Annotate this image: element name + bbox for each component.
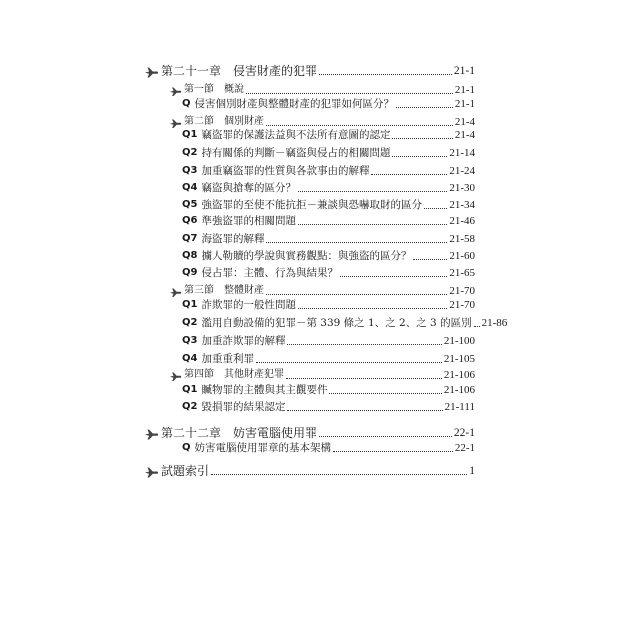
toc-entry-page-number: 21-70 bbox=[449, 285, 475, 297]
question-number: Q bbox=[182, 442, 191, 453]
toc-entry-section[interactable] bbox=[170, 368, 475, 382]
toc-entry-question[interactable] bbox=[182, 400, 475, 414]
toc-entry-page-number: 21-4 bbox=[454, 129, 475, 141]
toc-entry-page-number: 21-106 bbox=[443, 384, 475, 396]
toc-entry-page-number: 21-1 bbox=[454, 84, 475, 96]
dot-leader bbox=[392, 138, 452, 139]
question-number: Q1 bbox=[182, 299, 198, 310]
airplane-icon bbox=[170, 87, 182, 97]
dot-leader bbox=[371, 174, 447, 175]
toc-entry-title: 第一節 概說 bbox=[184, 84, 244, 95]
toc-entry-title: 持有關係的判斷－竊盜與侵占的相關問題 bbox=[201, 147, 391, 159]
toc-entry-title: 試題索引 bbox=[161, 464, 210, 478]
question-number: Q2 bbox=[182, 317, 198, 328]
toc-entry-question[interactable] bbox=[182, 334, 475, 348]
question-number: Q5 bbox=[182, 199, 198, 210]
toc-entry-title: 第二十二章 妨害電腦使用罪 bbox=[161, 426, 318, 440]
toc-entry-question[interactable] bbox=[182, 441, 475, 455]
toc-entry-page-number: 21-65 bbox=[449, 267, 475, 279]
toc-entry-question[interactable] bbox=[182, 181, 475, 195]
dot-leader bbox=[329, 393, 441, 394]
dot-leader bbox=[266, 125, 453, 126]
dot-leader bbox=[266, 242, 447, 243]
toc-entry-page-number: 21-1 bbox=[453, 65, 475, 77]
question-number: Q4 bbox=[182, 182, 198, 193]
toc-entry-title: 妨害電腦使用罪章的基本架構 bbox=[194, 442, 332, 454]
toc-entry-question[interactable] bbox=[182, 383, 475, 397]
toc-entry-question[interactable] bbox=[182, 164, 475, 178]
dot-leader bbox=[211, 474, 467, 475]
dot-leader bbox=[474, 326, 480, 327]
toc-entry-page-number: 21-106 bbox=[443, 369, 475, 381]
toc-entry-page-number: 21-58 bbox=[449, 233, 475, 245]
toc-entry-title: 侵占罪：主體、行為與結果？ bbox=[201, 267, 338, 279]
dot-leader bbox=[298, 191, 447, 192]
toc-entry-question[interactable] bbox=[182, 128, 475, 142]
toc-entry-page-number: 21-100 bbox=[443, 335, 475, 347]
toc-entry-page-number: 21-105 bbox=[443, 353, 475, 365]
dot-leader bbox=[396, 107, 453, 108]
toc-entry-page-number: 21-111 bbox=[444, 401, 475, 413]
question-number: Q2 bbox=[182, 147, 198, 158]
dot-leader bbox=[286, 378, 442, 379]
toc-entry-question[interactable] bbox=[182, 214, 475, 228]
dot-leader bbox=[333, 451, 453, 452]
question-number: Q3 bbox=[182, 165, 198, 176]
question-number: Q3 bbox=[182, 335, 198, 346]
toc-entry-title: 第二節 個別財產 bbox=[184, 116, 264, 127]
dot-leader bbox=[266, 294, 447, 295]
toc-entry-title: 竊盜與搶奪的區分？ bbox=[201, 182, 296, 194]
toc-entry-question[interactable] bbox=[182, 146, 475, 160]
toc-entry-page-number: 22-1 bbox=[453, 427, 475, 439]
dot-leader bbox=[319, 74, 452, 75]
toc-entry-title: 侵害個別財產與整體財產的犯罪如何區分？ bbox=[194, 98, 395, 110]
toc-entry-title: 加重詐欺罪的解釋 bbox=[201, 335, 286, 347]
dot-leader bbox=[256, 362, 442, 363]
toc-entry-page-number: 21-4 bbox=[454, 116, 475, 128]
question-number: Q8 bbox=[182, 250, 198, 261]
toc-entry-question[interactable] bbox=[182, 352, 475, 366]
airplane-icon bbox=[170, 119, 182, 129]
toc-entry-title: 加重竊盜罪的性質與各款事由的解釋 bbox=[201, 165, 370, 177]
toc-entry-title: 準強盜罪的相關問題 bbox=[201, 215, 296, 227]
toc-entry-page-number: 21-30 bbox=[449, 182, 475, 194]
airplane-icon bbox=[170, 288, 182, 298]
toc-entry-section[interactable] bbox=[170, 115, 475, 129]
dot-leader bbox=[298, 308, 447, 309]
question-number: Q4 bbox=[182, 353, 198, 364]
toc-entry-question[interactable] bbox=[182, 232, 475, 246]
toc-entry-question[interactable] bbox=[182, 249, 475, 263]
toc-entry-page-number: 21-70 bbox=[449, 299, 475, 311]
toc-entry-page-number: 21-46 bbox=[449, 215, 475, 227]
dot-leader bbox=[287, 344, 441, 345]
dot-leader bbox=[340, 276, 447, 277]
dot-leader bbox=[287, 410, 442, 411]
toc-entry-chapter[interactable] bbox=[145, 64, 475, 78]
airplane-icon bbox=[145, 67, 159, 78]
toc-entry-page-number: 21-24 bbox=[449, 165, 475, 177]
question-number: Q bbox=[182, 98, 191, 109]
toc-entry-page-number: 22-1 bbox=[454, 442, 475, 454]
toc-entry-title: 擄人勒贖的學說與實務觀點：與強盜的區分？ bbox=[201, 250, 412, 262]
question-number: Q6 bbox=[182, 215, 198, 226]
toc-entry-page-number: 21-86 bbox=[481, 317, 508, 329]
airplane-icon bbox=[170, 372, 182, 382]
toc-entry-question[interactable] bbox=[182, 316, 508, 330]
question-number: Q9 bbox=[182, 267, 198, 278]
toc-entry-question[interactable] bbox=[182, 298, 475, 312]
question-number: Q7 bbox=[182, 233, 198, 244]
toc-entry-title: 第四節 其他財產犯罪 bbox=[184, 369, 284, 380]
toc-entry-title: 加重重利罪 bbox=[201, 353, 254, 365]
toc-entry-chapter[interactable] bbox=[145, 464, 475, 478]
toc-entry-title: 第三節 整體財產 bbox=[184, 285, 264, 296]
toc-entry-title: 毀損罪的結果認定 bbox=[201, 401, 286, 413]
airplane-icon bbox=[145, 429, 159, 440]
toc-entry-page-number: 1 bbox=[469, 465, 475, 477]
toc-entry-question[interactable] bbox=[182, 97, 475, 111]
toc-entry-page-number: 21-34 bbox=[449, 199, 475, 211]
toc-entry-chapter[interactable] bbox=[145, 426, 475, 440]
toc-entry-question[interactable] bbox=[182, 266, 475, 280]
toc-entry-title: 濫用自動設備的犯罪－第 339 條之 1、之 2、之 3 的區別 bbox=[201, 317, 472, 329]
question-number: Q1 bbox=[182, 384, 198, 395]
dot-leader bbox=[413, 259, 447, 260]
toc-entry-question[interactable] bbox=[182, 198, 475, 212]
toc-entry-section[interactable] bbox=[170, 284, 475, 298]
dot-leader bbox=[424, 208, 447, 209]
toc-entry-page-number: 21-1 bbox=[454, 98, 475, 110]
toc-entry-title: 贓物罪的主體與其主觀要件 bbox=[201, 384, 328, 396]
airplane-icon bbox=[145, 467, 159, 478]
question-number: Q2 bbox=[182, 401, 198, 412]
toc-entry-title: 詐欺罪的一般性問題 bbox=[201, 299, 296, 311]
toc-entry-title: 強盜罪的至使不能抗拒－兼談與恐嚇取財的區分 bbox=[201, 199, 422, 211]
dot-leader bbox=[319, 436, 452, 437]
dot-leader bbox=[298, 224, 447, 225]
toc-entry-page-number: 21-14 bbox=[449, 147, 475, 159]
question-number: Q1 bbox=[182, 129, 198, 140]
toc-entry-title: 海盜罪的解釋 bbox=[201, 233, 265, 245]
dot-leader bbox=[392, 156, 447, 157]
toc-entry-section[interactable] bbox=[170, 83, 475, 97]
toc-entry-title: 第二十一章 侵害財產的犯罪 bbox=[161, 64, 318, 78]
dot-leader bbox=[246, 93, 453, 94]
toc-entry-page-number: 21-60 bbox=[449, 250, 475, 262]
toc-entry-title: 竊盜罪的保護法益與不法所有意圖的認定 bbox=[201, 129, 391, 141]
